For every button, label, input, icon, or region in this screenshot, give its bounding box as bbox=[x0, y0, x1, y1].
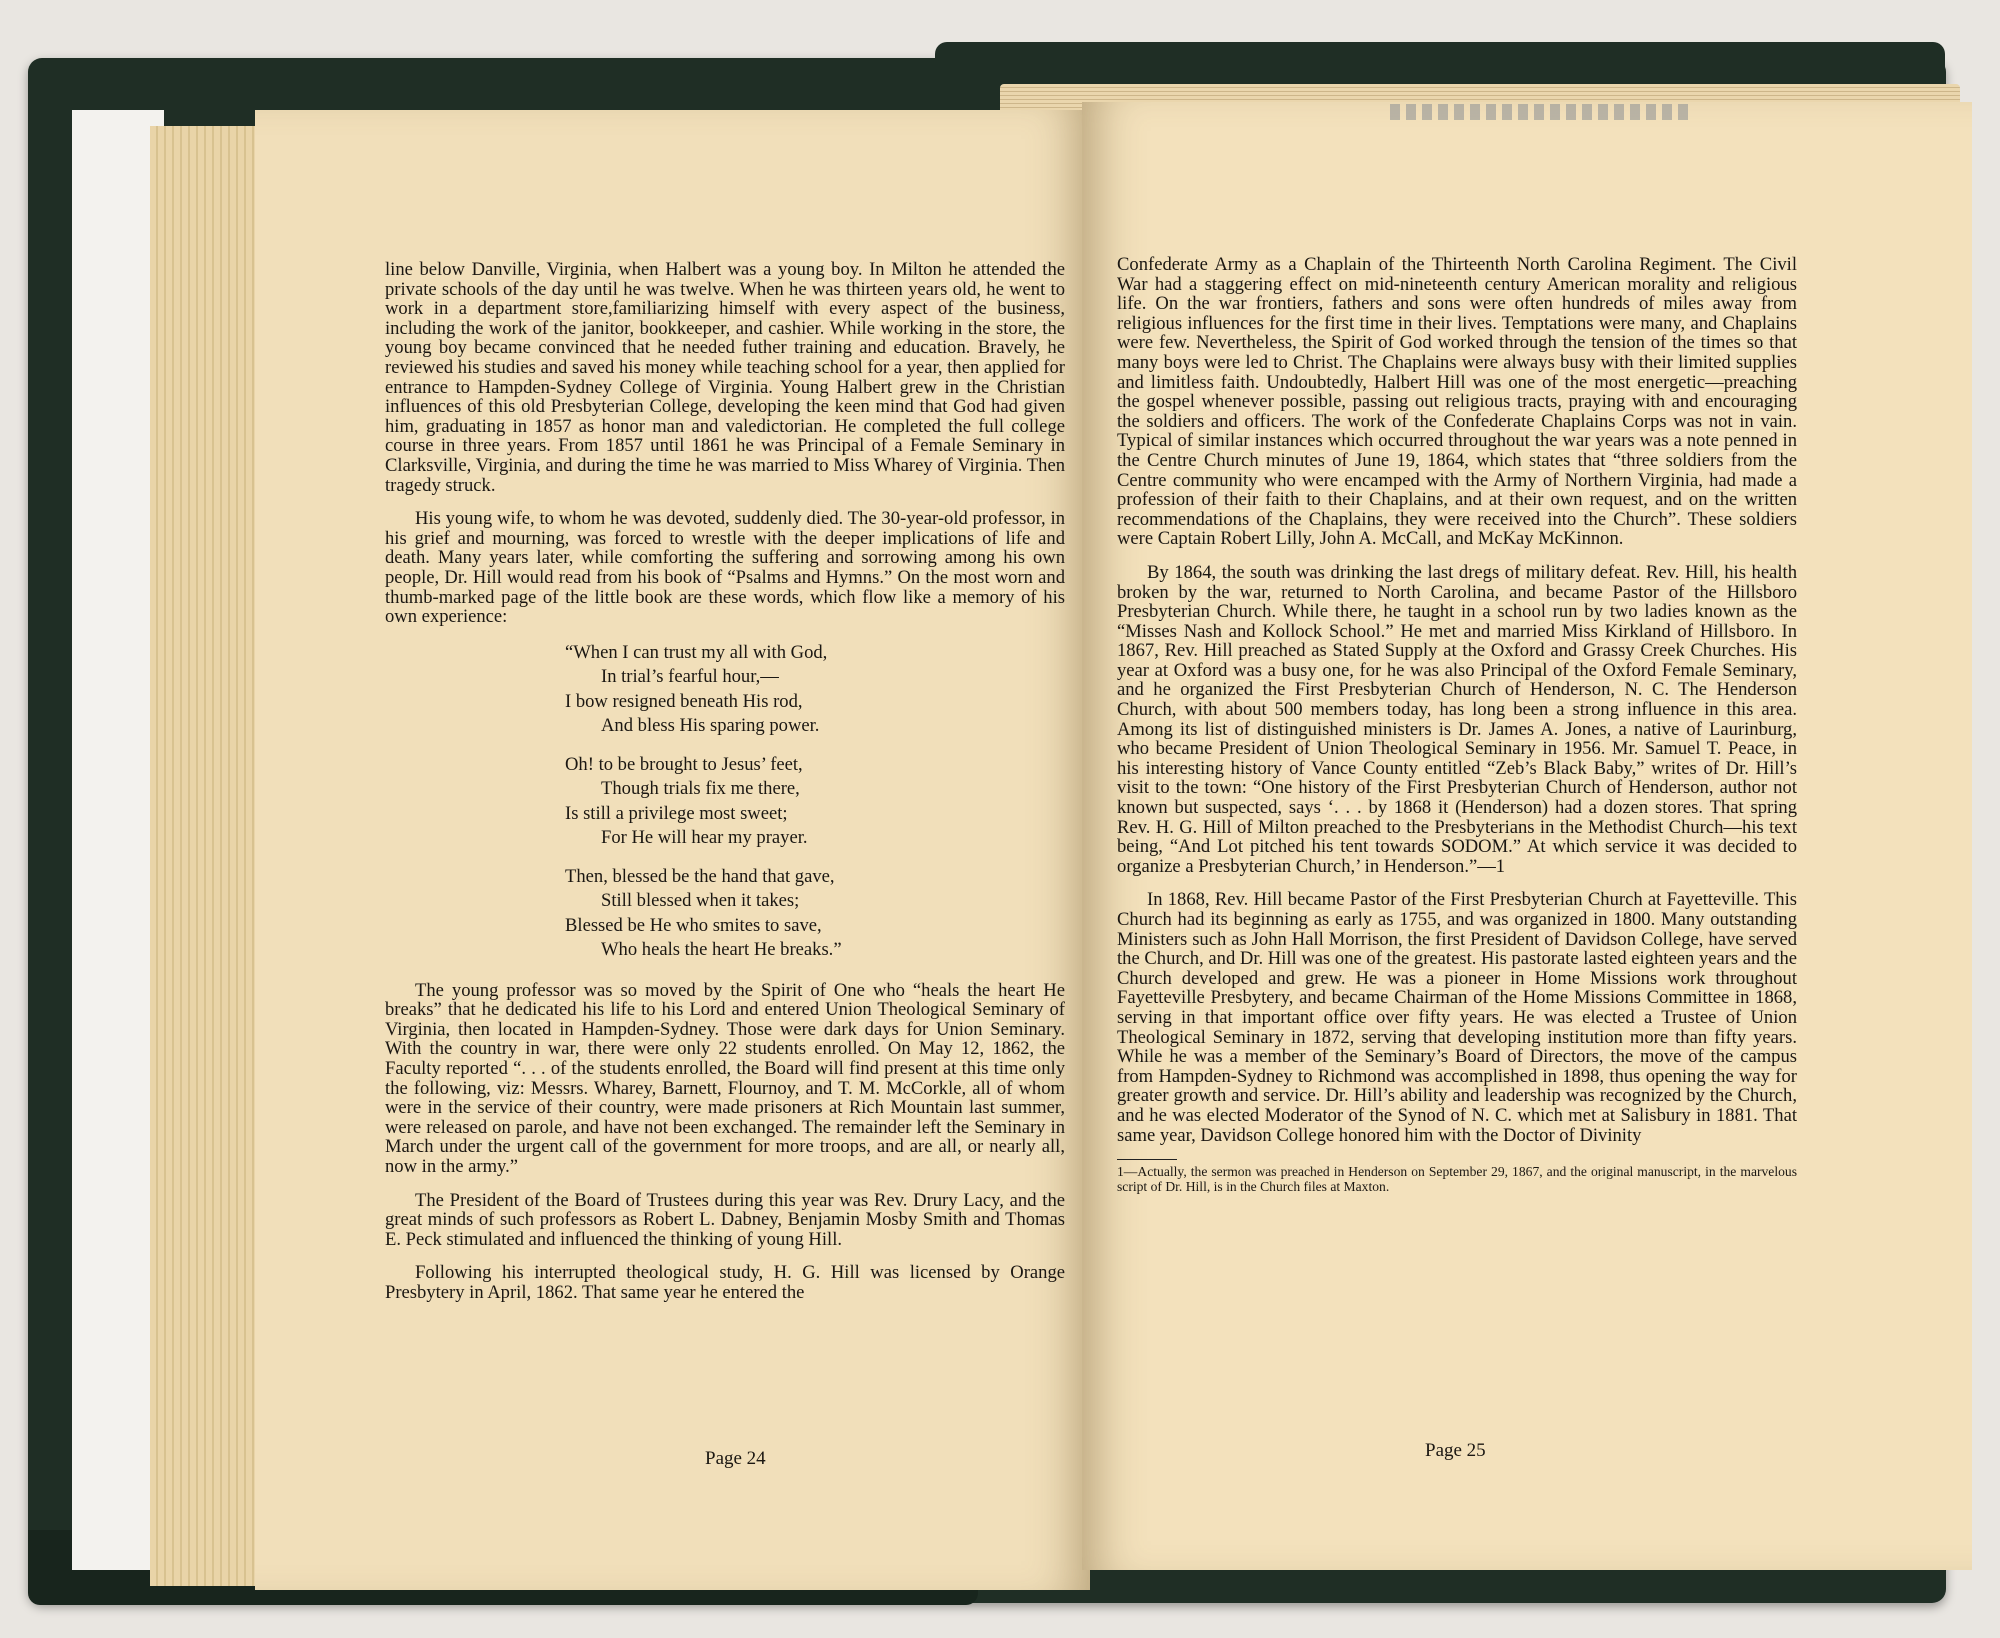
footnote: 1—Actually, the sermon was preached in Henderson on September 29, 1867, and the original manuscript, in the marvelous script of Dr. Hill, is in the Church files at Maxton. bbox=[1117, 1164, 1797, 1195]
page-stack-edge bbox=[150, 126, 260, 1586]
right-page-text bbox=[1117, 255, 1797, 1194]
page-number-left: Page 24 bbox=[705, 1448, 766, 1469]
left-page-text bbox=[385, 260, 1065, 1317]
poem-stanza bbox=[565, 865, 1065, 963]
library-stamp-mark bbox=[1390, 104, 1690, 120]
poem-line: Still blessed when it takes; bbox=[601, 890, 800, 912]
paragraph: line below Danville, Virginia, when Halbert was a young boy. In Milton he attended the private schools of the day until he was twelve. When he was thirteen years old, he went to work in a department store,familiarizing himself with every aspect of the business, including the work of the janitor, bookkeeper, and cashier. While working in the store, the young boy became convinced that he needed futher training and education. Bravely, he reviewed his studies and saved his money while teaching school for a year, then applied for entrance to Hampden-Sydney College of Virginia. Young Halbert grew in the Christian influences of this old Presbyterian College, developing the keen mind that God had given him, graduating in 1857 as honor man and valedictorian. He completed the full college course in three years. From 1857 until 1861 he was Principal of a Female Seminary in Clarksville, Virginia, and during the time he was married to Miss Wharey of Virginia. Then tragedy struck. bbox=[385, 259, 1065, 496]
paragraph: In 1868, Rev. Hill became Pastor of the First Presbyterian Church at Fayetteville. This Church had its beginning as early as 1755, and was organized in 1800. Many outstanding Ministers such as John Hall Morrison, the first President of Davidson College, have served the Church, and Dr. Hill was one of the greatest. His pastorate lasted eighteen years and the Church developed and grew. He was a pioneer in Home Missions work throughout Fayetteville Presbytery, and became Chairman of the Home Missions Committee in 1868, serving in that important office over fifty years. He was elected a Trustee of Union Theological Seminary in 1872, serving that developing institution more than fifty years. While he was a member of the Seminary’s Board of Directors, the move of the campus from Hampden-Sydney to Richmond was accomplished in 1898, thus opening the way for greater growth and service. Dr. Hill’s ability and leadership was recognized by the Church, and he was elected Moderator of the Synod of N. C. which met at Salisbury in 1881. That same year, Davidson College honored him with the Doctor of Divinity bbox=[1117, 889, 1798, 1146]
paragraph: Following his interrupted theological study, H. G. Hill was licensed by Orange Presbytery in April, 1862. That same year he entered the bbox=[385, 1262, 1065, 1303]
poem-stanza bbox=[565, 641, 1065, 739]
poem-line: Oh! to be brought to Jesus’ feet, bbox=[565, 753, 803, 775]
paragraph: Confederate Army as a Chaplain of the Thirteenth North Carolina Regiment. The Civil War had a staggering effect on mid-nineteenth century American morality and religious life. On the war frontiers, fathers and sons were often hundreds of miles away from religious influences for the first time in their lives. Temptations were many, and Chaplains were few. Nevertheless, the Spirit of God worked through the tension of the times so that many boys were led to Christ. The Chaplains were always busy with their limited supplies and limitless faith. Undoubtedly, Halbert Hill was one of the most energetic—preaching the gospel whenever possible, passing out religious tracts, praying with and encouraging the soldiers and officers. The work of the Confederate Chaplains Corps was not in vain. Typical of similar instances which occurred throughout the war years was a note penned in the Centre Church minutes of June 19, 1864, which states that “three soldiers from the Centre community who were encamped with the Army of Northern Virginia, had made a profession of their faith to their Chaplains, and at their own request, and on the written recommendations of the Chaplains, they were received into the Church”. These soldiers were Captain Robert Lilly, John A. McCall, and McKay McKinnon. bbox=[1117, 254, 1797, 550]
poem-line: In trial’s fearful hour,— bbox=[601, 666, 779, 688]
paragraph: His young wife, to whom he was devoted, suddenly died. The 30-year-old professor, in his grief and mourning, was forced to wrestle with the deeper implications of life and death. Many years later, while comforting the suffering and sorrowing among his own people, Dr. Hill would read from his book of “Psalms and Hymns.” On the most worn and thumb-marked page of the little book are these words, which flow like a memory of his own experience: bbox=[385, 508, 1065, 628]
footnote-rule bbox=[1117, 1159, 1177, 1160]
paragraph: The young professor was so moved by the Spirit of One who “heals the heart He breaks” that he dedicated his life to his Lord and entered Union Theological Seminary of Virginia, then located in Hampden-Sydney. Those were dark days for Union Seminary. With the country in war, there were only 22 students enrolled. On May 12, 1862, the Faculty reported “. . . of the students enrolled, the Board will find present at this time only the following, viz: Messrs. Wharey, Barnett, Flournoy, and T. M. McCorkle, all of whom were in the service of their country, were made prisoners at Rich Mountain last summer, were released on parole, and have not been exchanged. The remainder left the Seminary in March under the urgent call of the government for more troops, and are all, or nearly all, now in the army.” bbox=[385, 979, 1065, 1178]
poem-line: “When I can trust my all with God, bbox=[565, 641, 828, 663]
poem-line: Who heals the heart He breaks.” bbox=[601, 939, 842, 961]
poem-line: Though trials fix me there, bbox=[601, 778, 800, 800]
poem-line: Then, blessed be the hand that gave, bbox=[565, 865, 835, 887]
poem-stanza bbox=[565, 753, 1065, 851]
paragraph: By 1864, the south was drinking the last dregs of military defeat. Rev. Hill, his health broken by the war, returned to North Carolina, and became Pastor of the Hillsboro Presbyterian Church. While there, he taught in a school run by two ladies known as the “Misses Nash and Kollock School.” He met and married Miss Kirkland of Hillsboro. In 1867, Rev. Hill preached as Stated Supply at the Oxford and Grassy Creek Churches. His year at Oxford was a busy one, for he was also Principal of the Oxford Female Seminary, and he organized the First Presbyterian Church of Henderson, N. C. The Henderson Church, with about 500 members today, has long been a strong influence in this area. Among its list of distinguished ministers is Dr. James A. Jones, a native of Laurinburg, who became President of Union Theological Seminary in 1956. Mr. Samuel T. Peace, in his interesting history of Vance County entitled “Zeb’s Black Baby,” writes of Dr. Hill’s visit to the town: “One history of the First Presbyterian Church of Henderson, author not known but suspected, says ‘. . . by 1868 it (Henderson) had a dozen stores. That spring Rev. H. G. Hill of Milton preached to the Presbyterians in the Methodist Church—his text being, “And Lot pitched his tent towards SODOM.” At which service it was decided to organize a Presbyterian Church,’ in Henderson.”—1 bbox=[1117, 561, 1797, 877]
paragraph: The President of the Board of Trustees during this year was Rev. Drury Lacy, and the great minds of such professors as Robert L. Dabney, Benjamin Mosby Smith and Thomas E. Peck stimulated and influenced the thinking of young Hill. bbox=[385, 1189, 1065, 1250]
poem-line: Is still a privilege most sweet; bbox=[565, 802, 788, 824]
poem-line: For He will hear my prayer. bbox=[601, 827, 808, 849]
poem-line: And bless His sparing power. bbox=[601, 715, 820, 737]
hymn-poem bbox=[385, 641, 1065, 963]
poem-line: Blessed be He who smites to save, bbox=[565, 914, 822, 936]
page-number-right: Page 25 bbox=[1425, 1440, 1486, 1461]
poem-line: I bow resigned beneath His rod, bbox=[565, 690, 803, 712]
